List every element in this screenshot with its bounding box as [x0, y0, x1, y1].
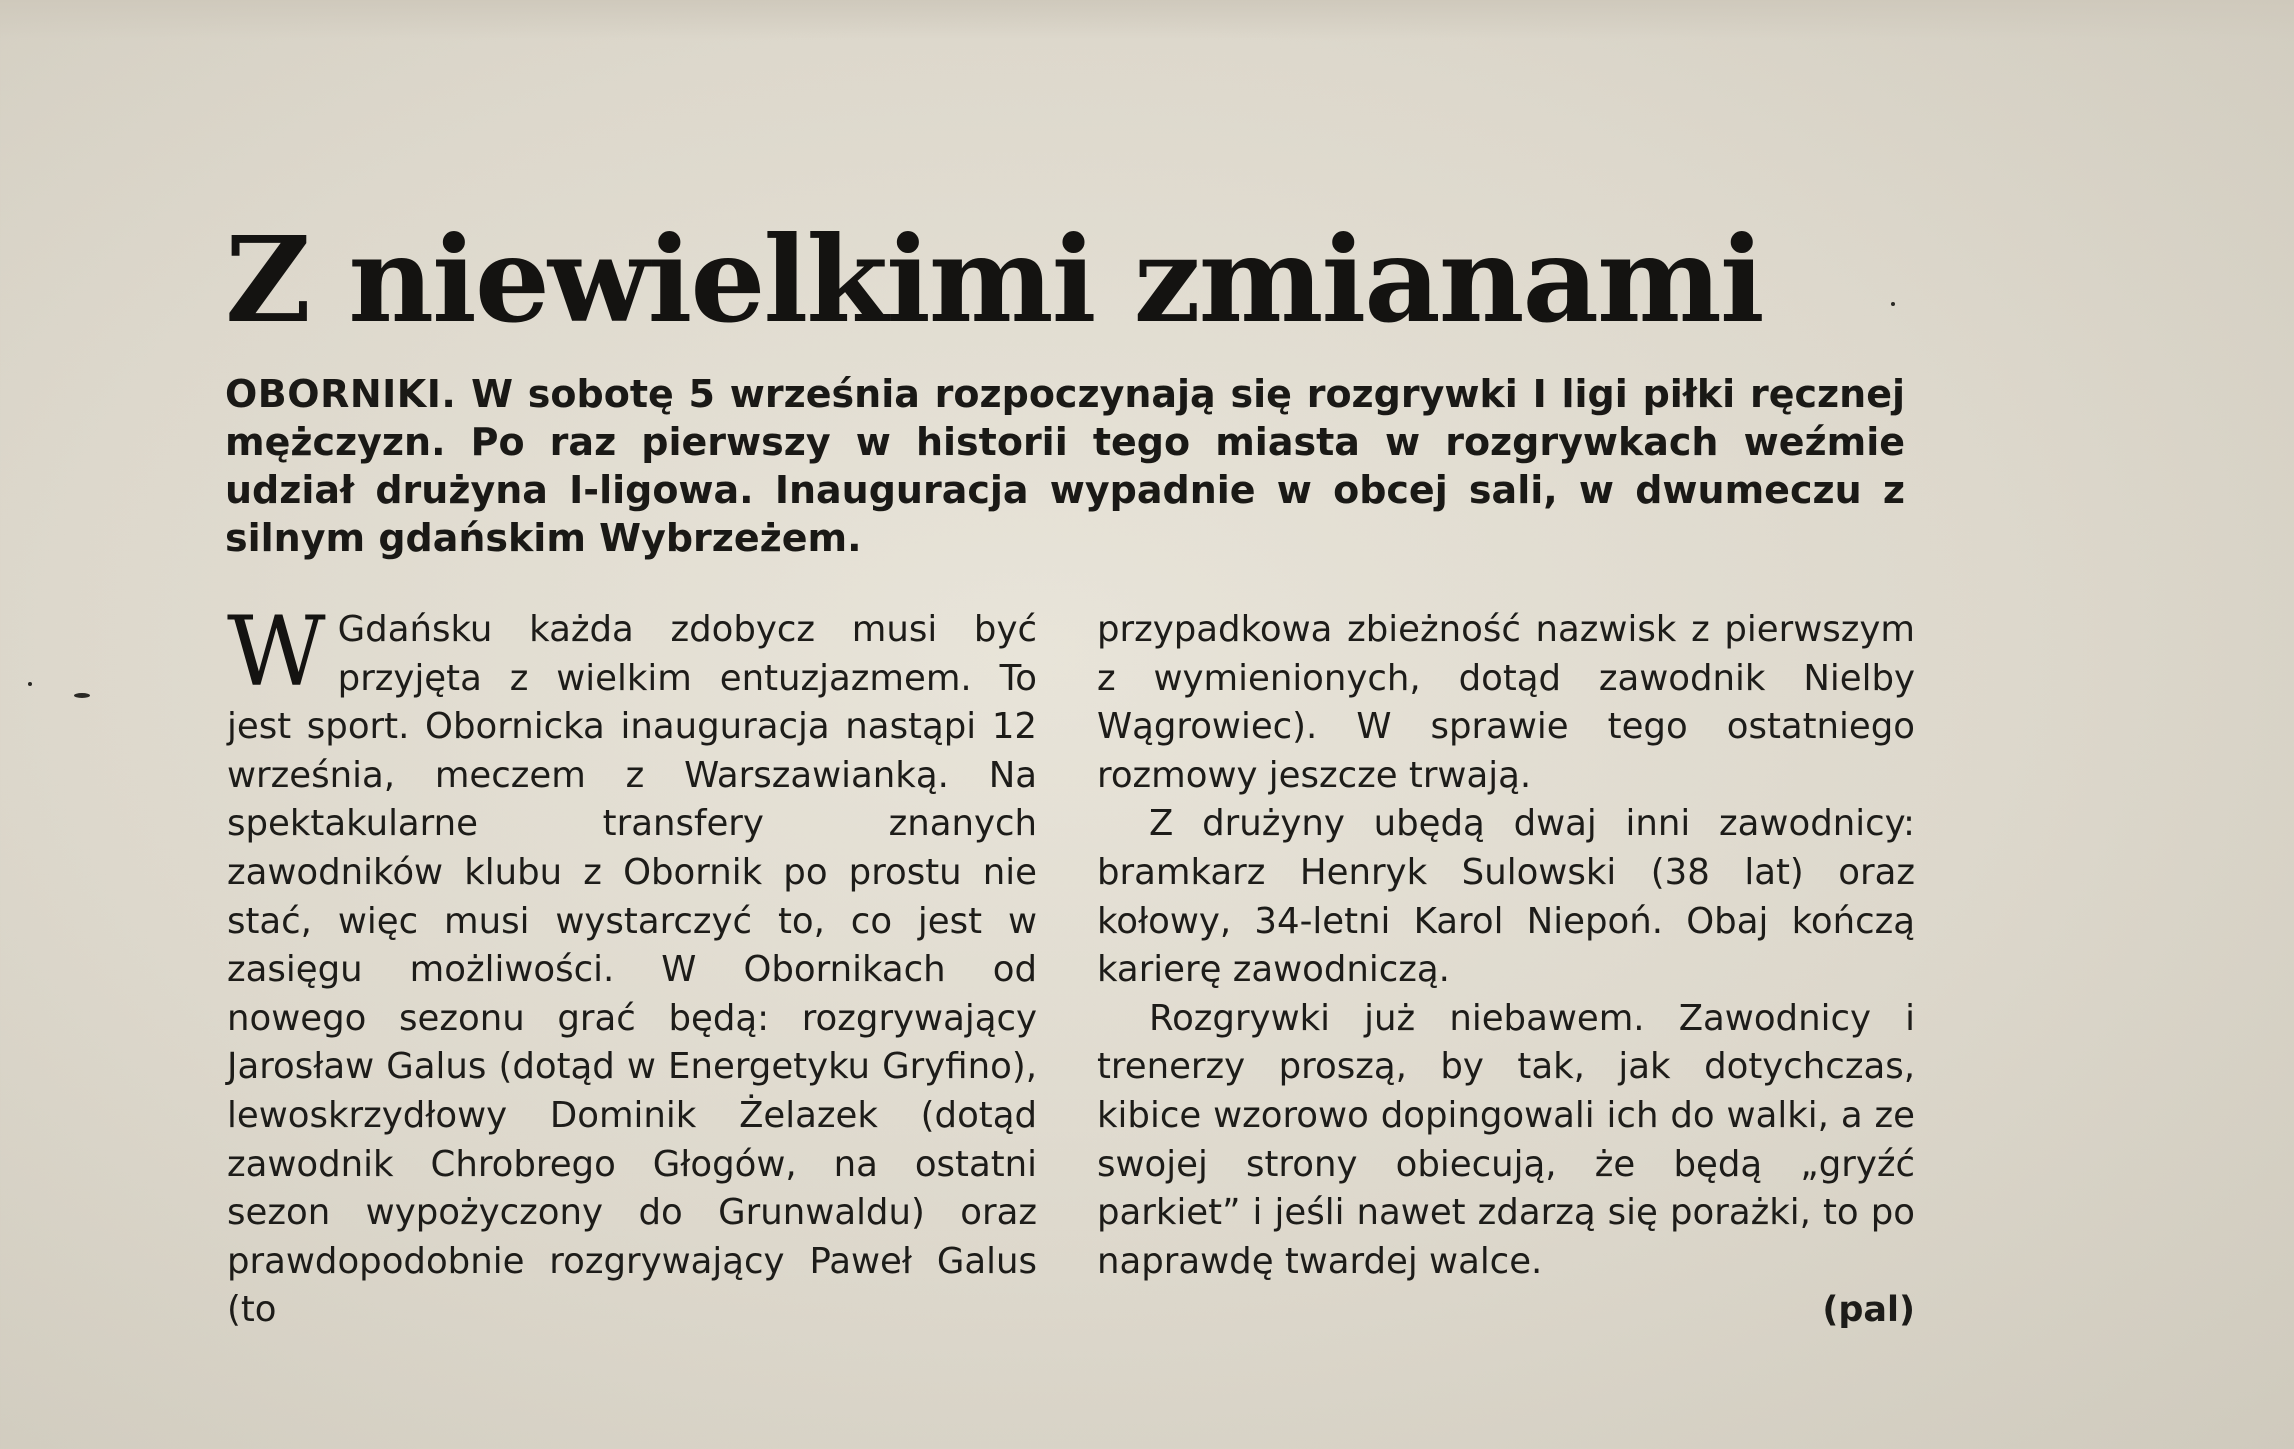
- body-paragraph: przypadkowa zbieżność nazwisk z pierwszym z wymienionych, dotąd zawodnik Nielby Wągrowiec). W sprawie tego ostatniego rozmowy jeszcze trwają.: [1097, 609, 1915, 796]
- page-edge-shadow: [0, 0, 2294, 40]
- author-signature: (pal): [1822, 1290, 1915, 1331]
- drop-cap: W: [227, 596, 326, 708]
- ink-speck: [1891, 302, 1895, 306]
- lead-dateline: OBORNIKI.: [225, 372, 457, 416]
- body-paragraph: Z drużyny ubędą dwaj inni zawodnicy: bramkarz Henryk Sulowski (38 lat) oraz kołowy, 34-letni Karol Niepoń. Obaj kończą karierę zawodniczą.: [1097, 803, 1915, 991]
- news-article: [225, 210, 1925, 1331]
- article-body: [225, 596, 1925, 1449]
- ink-speck: [28, 682, 32, 686]
- body-paragraph: [227, 596, 1037, 1335]
- ink-speck: [74, 693, 90, 698]
- article-headline: Z niewielkimi zmianami: [225, 210, 1763, 349]
- body-column-left: [227, 596, 1037, 1335]
- article-lead: [225, 370, 1905, 562]
- body-paragraph-text: Gdańsku każda zdobycz musi być przyjęta z wielkim entuzjazmem. To jest sport. Obornicka inauguracja nastąpi 12 września, meczem z Warszawianką. Na spektakularne transfery znanych zawodników klubu z Obornik po prostu nie stać, więc musi wystarczyć to, co jest w zasięgu możliwości. W Obornikach od nowego sezonu grać będą: rozgrywający Jarosław Galus (dotąd w Energetyku Gryfino), lewoskrzydłowy Dominik Żelazek (dotąd zawodnik Chrobrego Głogów, na ostatni sezon wypożyczony do Grunwaldu) oraz prawdopodobnie rozgrywający Paweł Galus (to: [227, 609, 1037, 1331]
- body-paragraph: Rozgrywki już niebawem. Zawodnicy i trenerzy proszą, by tak, jak dotychczas, kibice wzorowo dopingowali ich do walki, a ze swojej strony obiecują, że będą „gryźć parkiet” i jeśli nawet zdarzą się porażki, to po naprawdę twardej walce.: [1097, 997, 1915, 1282]
- lead-text: W sobotę 5 września rozpoczynają się rozgrywki I ligi piłki ręcznej mężczyzn. Po raz pierwszy w historii tego miasta w rozgrywkach weźmie udział drużyna I-ligowa. Inauguracja wypadnie w obcej sali, w dwumeczu z silnym gdańskim Wybrzeżem.: [225, 372, 1905, 560]
- body-column-right: [1097, 606, 1915, 1334]
